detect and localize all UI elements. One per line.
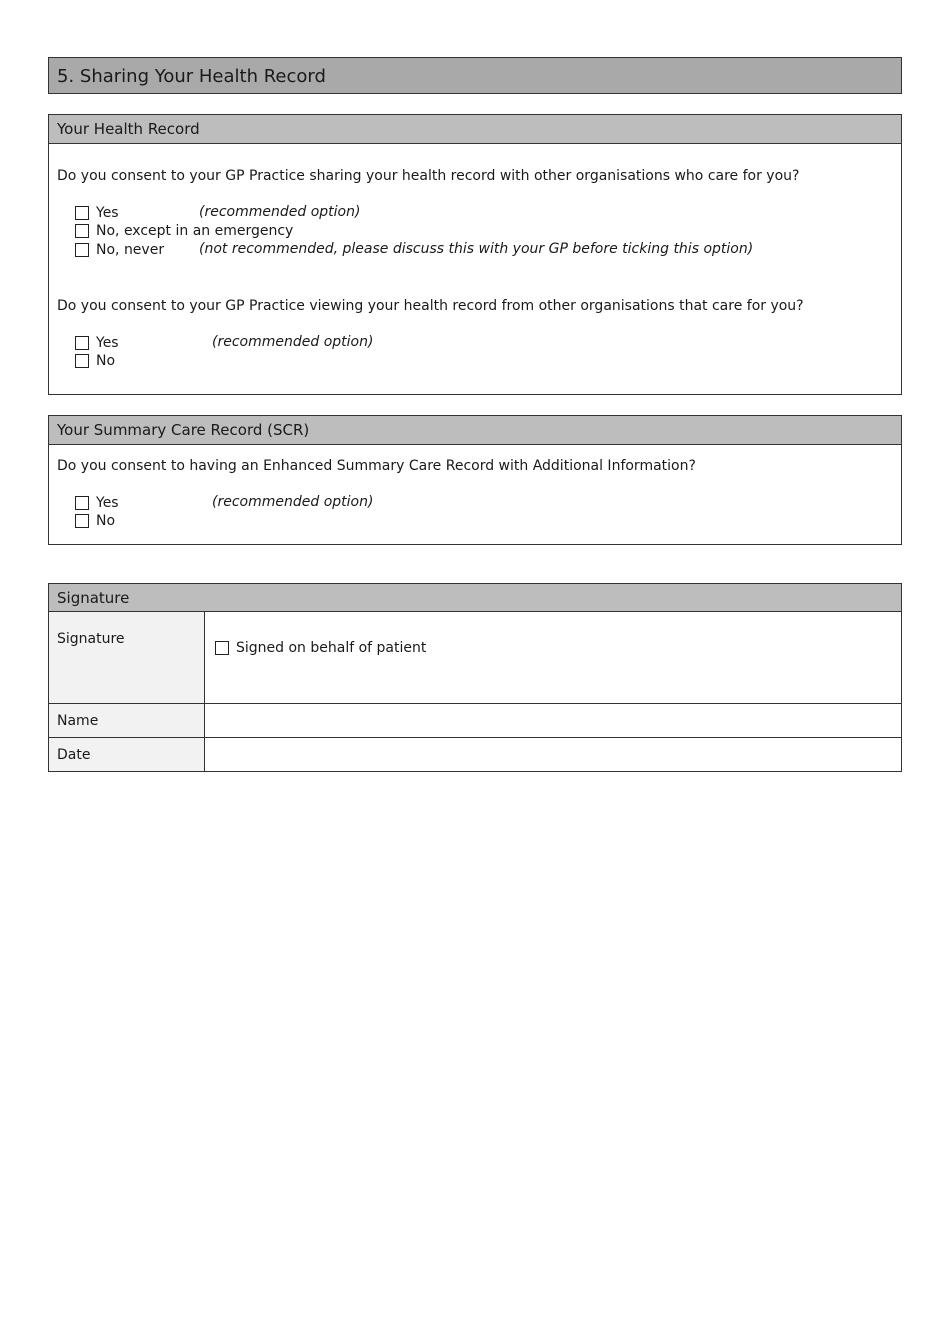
date-label: Date — [49, 738, 205, 772]
scr-header: Your Summary Care Record (SCR) — [49, 416, 901, 445]
viewing-yes-checkbox[interactable] — [75, 336, 89, 350]
signature-label-cell — [49, 612, 205, 704]
sharing-option-never[interactable] — [75, 241, 164, 259]
sharing-option-emergency[interactable] — [75, 222, 293, 240]
scr-no-label: No — [96, 513, 116, 529]
viewing-no-label: No — [96, 353, 116, 369]
scr-no-checkbox[interactable] — [75, 514, 89, 528]
sharing-yes-checkbox[interactable] — [75, 206, 89, 220]
viewing-yes-label: Yes — [96, 335, 119, 351]
health-record-panel — [48, 114, 902, 395]
scr-panel — [48, 415, 902, 545]
viewing-option-yes[interactable] — [75, 334, 119, 352]
scr-option-yes[interactable] — [75, 494, 119, 512]
scr-yes-note: (recommended option) — [212, 494, 374, 510]
signature-table — [48, 583, 902, 772]
sharing-option-yes[interactable] — [75, 204, 119, 222]
viewing-option-no[interactable] — [75, 352, 115, 370]
on-behalf-option[interactable] — [215, 640, 895, 656]
signature-field[interactable] — [205, 612, 902, 704]
on-behalf-label: Signed on behalf of patient — [236, 640, 427, 656]
scr-question: Do you consent to having an Enhanced Summary Care Record with Additional Information? — [57, 458, 696, 474]
viewing-no-checkbox[interactable] — [75, 354, 89, 368]
on-behalf-checkbox[interactable] — [215, 641, 229, 655]
sharing-yes-note: (recommended option) — [199, 204, 361, 220]
sharing-emergency-checkbox[interactable] — [75, 224, 89, 238]
signature-label: Signature — [57, 631, 125, 647]
sharing-never-label: No, never — [96, 242, 165, 258]
health-record-question-viewing: Do you consent to your GP Practice viewing your health record from other organisations that care for you? — [57, 298, 804, 314]
sharing-emergency-label: No, except in an emergency — [96, 223, 294, 239]
signature-header: Signature — [49, 584, 902, 612]
scr-yes-label: Yes — [96, 495, 119, 511]
health-record-question-sharing: Do you consent to your GP Practice sharing your health record with other organisations who care for you? — [57, 168, 800, 184]
name-label: Name — [49, 704, 205, 738]
sharing-never-checkbox[interactable] — [75, 243, 89, 257]
sharing-yes-label: Yes — [96, 205, 119, 221]
scr-option-no[interactable] — [75, 512, 115, 530]
health-record-header: Your Health Record — [49, 115, 901, 144]
viewing-yes-note: (recommended option) — [212, 334, 374, 350]
name-field[interactable] — [205, 704, 902, 738]
date-field[interactable] — [205, 738, 902, 772]
section-title: 5. Sharing Your Health Record — [48, 57, 902, 94]
scr-yes-checkbox[interactable] — [75, 496, 89, 510]
sharing-never-note: (not recommended, please discuss this with your GP before ticking this option) — [199, 241, 754, 257]
